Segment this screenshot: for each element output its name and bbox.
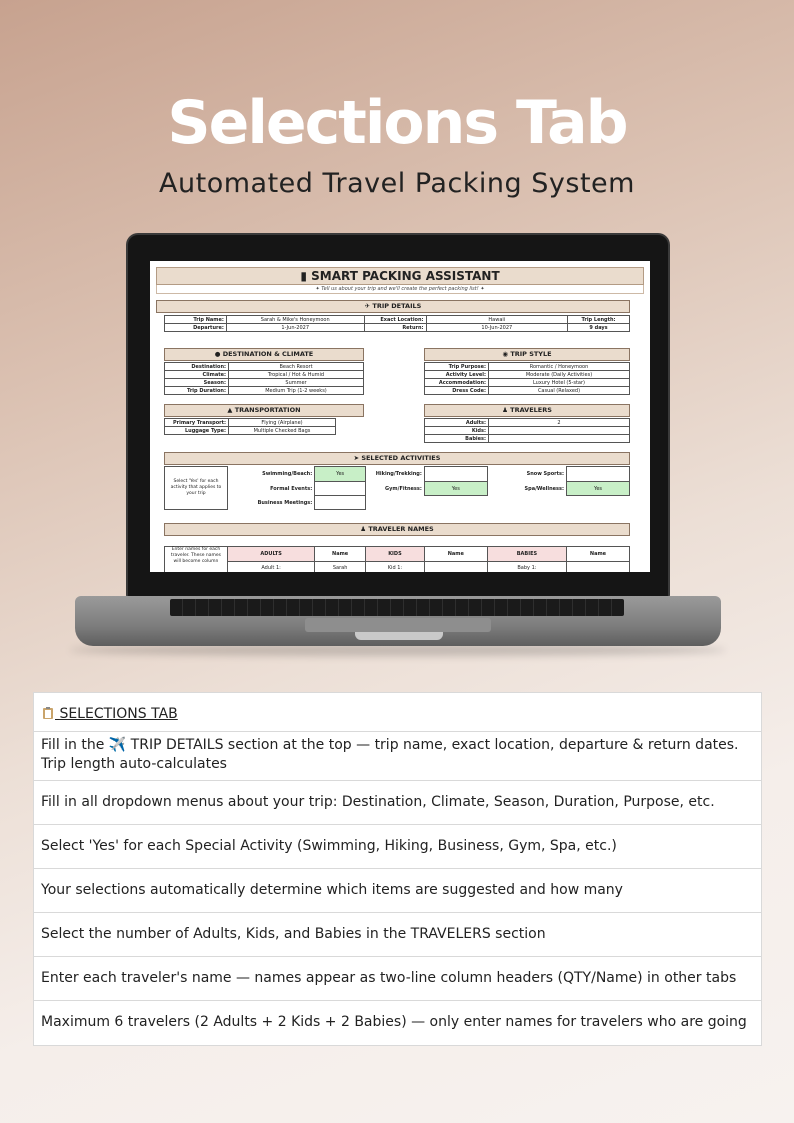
instruction-item: Select 'Yes' for each Special Activity (Swimming, Hiking, Business, Gym, Spa, etc.)	[34, 825, 761, 869]
activities-empty-cell	[487, 496, 566, 510]
return-label: Return:	[364, 324, 426, 332]
snow-label: Snow Sports:	[526, 471, 564, 477]
dress-code-select[interactable]: Casual (Relaxed)	[489, 387, 630, 395]
luggage-type-label: Luggage Type:	[165, 427, 229, 435]
sheet-tagline	[156, 285, 644, 294]
primary-transport-label: Primary Transport:	[165, 419, 229, 427]
person-icon: ♟	[360, 525, 369, 533]
activities-note: Select 'Yes' for each activity that applies to your trip	[165, 467, 228, 510]
climate-label: Climate:	[165, 371, 229, 379]
instruction-item: Select the number of Adults, Kids, and Babies in the TRAVELERS section	[34, 913, 761, 957]
trip-details-header-text: TRIP DETAILS	[372, 302, 422, 310]
people-icon: ♟	[502, 406, 511, 414]
instruction-item: Your selections automatically determine which items are suggested and how many	[34, 869, 761, 913]
instructions-header-text: SELECTIONS TAB	[59, 706, 178, 722]
destination-label: Destination:	[165, 363, 229, 371]
babies-select[interactable]	[489, 435, 630, 443]
compass-icon: ◉	[502, 350, 511, 358]
instruction-item: Enter each traveler's name — names appear as two-line column headers (QTY/Name) in other tabs	[34, 957, 761, 1001]
trip-details-header	[156, 300, 630, 313]
car-icon: ▲	[227, 406, 235, 414]
travelers-header	[424, 404, 630, 417]
destination-select[interactable]: Beach Resort	[229, 363, 364, 371]
laptop-trackpad	[305, 618, 491, 632]
transportation-header-text: TRANSPORTATION	[234, 406, 301, 414]
adult1-label: Adult 1:	[227, 562, 314, 573]
exact-location-label: Exact Location:	[364, 316, 426, 324]
instructions-header	[34, 693, 761, 732]
trip-purpose-select[interactable]: Romantic / Honeymoon	[489, 363, 630, 371]
babies-label: Babies:	[425, 435, 489, 443]
departure-label: Departure:	[165, 324, 227, 332]
hiking-select[interactable]	[424, 467, 487, 482]
spa-select[interactable]: Yes	[567, 482, 630, 496]
adults-select[interactable]: 2	[489, 419, 630, 427]
dress-code-label: Dress Code:	[425, 387, 489, 395]
adults-name-column: Name	[315, 547, 366, 562]
spa-label: Spa/Wellness:	[524, 485, 564, 492]
trip-style-header	[424, 348, 630, 361]
activities-empty-cell	[424, 496, 487, 510]
activities-empty-cell	[567, 496, 630, 510]
activities-empty-cell	[366, 496, 425, 510]
spreadsheet	[150, 261, 650, 572]
season-select[interactable]: Summer	[229, 379, 364, 387]
exact-location-field[interactable]: Hawaii	[426, 316, 568, 324]
climate-select[interactable]: Tropical / Hot & Humid	[229, 371, 364, 379]
return-field[interactable]: 10-Jun-2027	[426, 324, 568, 332]
laptop-keyboard	[170, 599, 624, 616]
trip-length-value: 9 days	[568, 324, 630, 332]
trip-name-label: Trip Name:	[165, 316, 227, 324]
kids-label: Kids:	[425, 427, 489, 435]
laptop-notch	[355, 632, 443, 640]
activities-table	[164, 466, 630, 510]
laptop-screen	[150, 261, 650, 572]
clipboard-icon	[41, 706, 55, 720]
departure-field[interactable]: 1-Jun-2027	[226, 324, 364, 332]
activities-header	[164, 452, 630, 465]
instruction-item: Fill in all dropdown menus about your trip: Destination, Climate, Season, Duration, Purpose, etc.	[34, 781, 761, 825]
baby1-label: Baby 1:	[487, 562, 566, 573]
business-label: Business Meetings:	[257, 499, 313, 506]
transportation-table	[164, 418, 336, 435]
adults-label: Adults:	[425, 419, 489, 427]
globe-icon: ●	[214, 350, 223, 358]
kid1-label: Kid 1:	[366, 562, 425, 573]
accommodation-label: Accommodation:	[425, 379, 489, 387]
formal-label: Formal Events:	[270, 485, 313, 492]
primary-transport-select[interactable]: Flying (Airplane)	[229, 419, 336, 427]
sparkle-icon: ✦	[315, 286, 322, 292]
snow-select[interactable]	[567, 467, 630, 482]
gym-label: Gym/Fitness:	[385, 485, 422, 492]
trip-style-table	[424, 362, 630, 395]
instruction-item: Maximum 6 travelers (2 Adults + 2 Kids + 2 Babies) — only enter names for travelers who are going	[41, 1014, 747, 1030]
accommodation-select[interactable]: Luxury Hotel (5-star)	[489, 379, 630, 387]
swimming-label: Swimming/Beach:	[262, 471, 313, 477]
traveler-names-note: Enter names for each traveler. These names will become column	[165, 547, 228, 573]
babies-column-header: BABIES	[487, 547, 566, 562]
kids-select[interactable]	[489, 427, 630, 435]
sheet-title-text: SMART PACKING ASSISTANT	[311, 269, 500, 283]
swimming-select[interactable]: Yes	[315, 467, 366, 482]
luggage-type-select[interactable]: Multiple Checked Bags	[229, 427, 336, 435]
adult1-name-field[interactable]: Sarah	[315, 562, 366, 573]
trip-purpose-label: Trip Purpose:	[425, 363, 489, 371]
hiking-label: Hiking/Trekking:	[375, 471, 422, 477]
kid1-name-field[interactable]	[424, 562, 487, 573]
business-select[interactable]	[315, 496, 366, 510]
travelers-table	[424, 418, 630, 443]
page-subtitle: Automated Travel Packing System	[159, 168, 635, 199]
traveler-names-table	[164, 546, 630, 572]
formal-select[interactable]	[315, 482, 366, 496]
destination-header-text: DESTINATION & CLIMATE	[222, 350, 314, 358]
adults-column-header: ADULTS	[227, 547, 314, 562]
travelers-header-text: TRAVELERS	[510, 406, 552, 414]
babies-name-column: Name	[567, 547, 630, 562]
instruction-item: Fill in the ✈️ TRIP DETAILS section at the top — trip name, exact location, departure & return dates. Trip length auto-calculates	[34, 732, 761, 781]
trip-details-table	[164, 315, 630, 332]
sparkle-icon: ✦	[478, 286, 485, 292]
trip-length-label: Trip Length:	[568, 316, 630, 324]
transportation-header	[164, 404, 364, 417]
sheet-title	[156, 267, 644, 285]
traveler-names-header-text: TRAVELER NAMES	[368, 525, 434, 533]
trip-duration-label: Trip Duration:	[165, 387, 229, 395]
destination-header	[164, 348, 364, 361]
destination-table	[164, 362, 364, 395]
page-title: Selections Tab	[167, 88, 627, 158]
activity-level-select[interactable]: Moderate (Daily Activities)	[489, 371, 630, 379]
baby1-name-field[interactable]	[567, 562, 630, 573]
luggage-icon: ▮	[300, 269, 312, 283]
trip-style-header-text: TRIP STYLE	[510, 350, 552, 358]
kids-name-column: Name	[424, 547, 487, 562]
traveler-names-header	[164, 523, 630, 536]
instructions-table	[33, 692, 762, 1046]
season-label: Season:	[165, 379, 229, 387]
airplane-icon: ✈	[364, 302, 373, 310]
kids-column-header: KIDS	[366, 547, 425, 562]
pin-icon: ➤	[353, 454, 362, 462]
activity-level-label: Activity Level:	[425, 371, 489, 379]
trip-duration-select[interactable]: Medium Trip (1-2 weeks)	[229, 387, 364, 395]
gym-select[interactable]: Yes	[424, 482, 487, 496]
activities-header-text: SELECTED ACTIVITIES	[361, 454, 441, 462]
trip-name-field[interactable]: Sarah & Mike's Honeymoon	[226, 316, 364, 324]
sheet-tagline-text: Tell us about your trip and we'll create the perfect packing list!	[321, 286, 479, 292]
